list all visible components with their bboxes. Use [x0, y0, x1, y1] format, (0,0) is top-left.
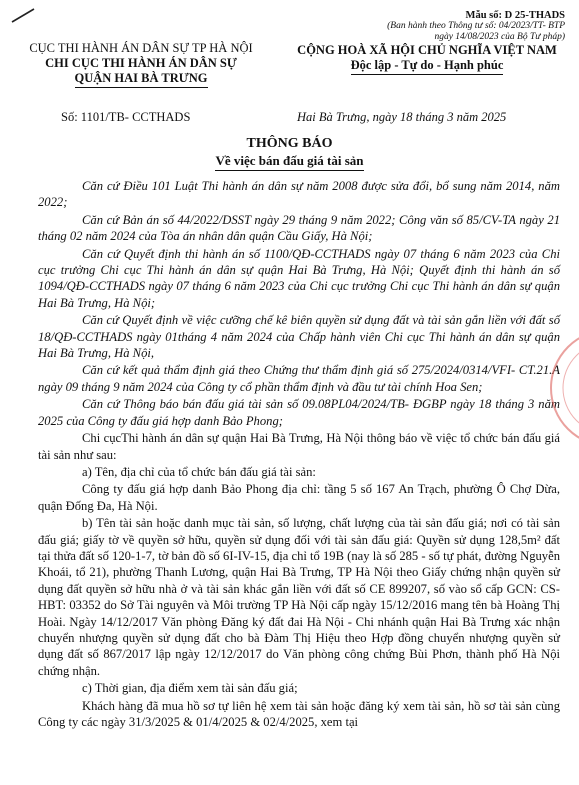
paragraph-2: Căn cứ Bản án số 44/2022/DSST ngày 29 tháng 9 năm 2022; Công văn số 85/CV-TA ngày 21 tháng 02 năm 2024 của Tòa án nhân dân quận Cầu Giấy, Hà Nội;	[38, 212, 560, 244]
paragraph-5: Căn cứ kết quả thẩm định giá theo Chứng thư thẩm định giá số 275/2024/0314/VFI- CT.21.A ngày 09 tháng 9 năm 2024 của Công ty cổ phần thẩm định và đầu tư tài chính Hoa Sen;	[38, 363, 560, 394]
subtitle-text: Về việc bán đấu giá tài sản	[215, 153, 363, 171]
document-number: Số: 1101/TB- CCTHADS	[61, 110, 191, 124]
paragraph-9: Công ty đấu giá hợp danh Bảo Phong địa chỉ: tầng 5 số 167 An Trạch, phường Ô Chợ Dừa, quận Đống Đa, Hà Nội.	[38, 482, 560, 513]
document-title: THÔNG BÁO	[246, 136, 333, 151]
agency-line3: QUẬN HAI BÀ TRƯNG	[75, 71, 208, 88]
paragraph-6: Căn cứ Thông báo bán đấu giá tài sản số 09.08PL04/2024/TB- ĐGBP ngày 18 tháng 3 năm 2025 của Công ty đấu giá hợp danh Bảo Phong;	[38, 397, 560, 428]
form-note-line2: ngày 14/08/2023 của Bộ Tư pháp)	[434, 32, 565, 42]
form-number: Mẫu số: D 25-THADS	[465, 10, 565, 21]
form-note-line1: (Ban hành theo Thông tư số: 04/2023/TT- BTP	[387, 21, 565, 31]
nation-motto: Độc lập - Tự do - Hạnh phúc	[351, 58, 504, 75]
form-note	[0, 10, 565, 43]
paragraph-1: Căn cứ Điều 101 Luật Thi hành án dân sự năm 2008 được sửa đổi, bổ sung năm 2014, năm 2022;	[38, 179, 560, 210]
paragraph-8: a) Tên, địa chỉ của tổ chức bán đấu giá tài sản:	[82, 464, 316, 479]
paragraph-11: c) Thời gian, địa điểm xem tài sản đấu giá;	[82, 681, 298, 696]
nation-line1: CỘNG HOÀ XÃ HỘI CHỦ NGHĨA VIỆT NAM	[297, 43, 557, 57]
agency-line2: CHI CỤC THI HÀNH ÁN DÂN SỰ	[45, 56, 237, 70]
agency-header	[10, 41, 272, 88]
paragraph-7: Chi cụcThi hành án dân sự quận Hai Bà Trưng, Hà Nội thông báo về việc tổ chức bán đấu giá tài sản như sau:	[38, 431, 560, 462]
red-seal-partial	[549, 318, 579, 458]
paragraph-3: Căn cứ Quyết định thi hành án số 1100/QĐ-CCTHADS ngày 07 tháng 6 năm 2023 của Chi cục trưởng Chi cục Thi hành án dân sự quận Hai Bà Trưng, Hà Nội; Quyết định thi hành án số 1094/QĐ-CCTHADS ngày 07 tháng 6 năm 2023 của Chi cục trưởng Chi cục Thi hành án dân sự quận Hai Bà Trưng, Hà Nội;	[38, 246, 560, 310]
paragraph-10: b) Tên tài sản hoặc danh mục tài sản, số lượng, chất lượng của tài sản đấu giá; nơi có tài sản đấu giá; giấy tờ về quyền sở hữu, quyền sử dụng đối với tài sản đấu giá: Quyền sử dụng 128,5m² đất tại thửa đất số 120-1-7, tờ bản đồ số 6I-IV-15, địa chỉ tổ 19B (nay là số 285 - số tự phát, đường Nguyễn Khoái, tổ 21), phường Thanh Lương, quận Hai Bà Trưng, TP Hà Nội theo Giấy chứng nhận quyền sử dụng đất quyền sở hữu nhà ở và tài sản khác gắn liền với đất số CE 899207, số vào sổ cấp GCN: CS-HBT: 03352 do Sở Tài nguyên và Môi trường TP Hà Nội cấp ngày 15/12/2016 mang tên bà Hoàng Thị Hoài. Ngày 14/12/2017 Văn phòng Đăng ký đất đai Hà Nội - Chi nhánh quận Hai Bà Trưng xác nhận chuyển nhượng quyền sử dụng đất cho bà Đàm Thị Hiệu theo Hợp đồng chuyển nhượng quyền sử dụng đất số 867/2017 lập ngày 12/12/2017 do Văn phòng công chứng Bùi Phơn, thành phố Hà Nội chứng nhận.	[38, 516, 560, 678]
document-subtitle	[0, 153, 579, 171]
agency-line1: CỤC THI HÀNH ÁN DÂN SỰ TP HÀ NỘI	[29, 41, 253, 55]
paragraph-4: Căn cứ Quyết định về việc cưỡng chế kê biên quyền sử dụng đất và tài sản gắn liền với đất số 18/QĐ-CCTHADS ngày 01tháng 4 năm 2024 của Chấp hành viên Chi cục Thi hành án dân sự quận Hai Bà Trưng, Hà Nội,	[38, 313, 560, 361]
paragraph-12: Khách hàng đã mua hồ sơ tự liên hệ xem tài sản hoặc đăng ký xem tài sản, hồ sơ tài sản cùng Công ty các ngày 31/3/2025 & 01/4/2025 & 02/4/2025, xem tại	[38, 698, 560, 729]
nation-header	[282, 43, 572, 75]
place-date: Hai Bà Trưng, ngày 18 tháng 3 năm 2025	[297, 110, 507, 124]
document-body	[38, 178, 560, 731]
